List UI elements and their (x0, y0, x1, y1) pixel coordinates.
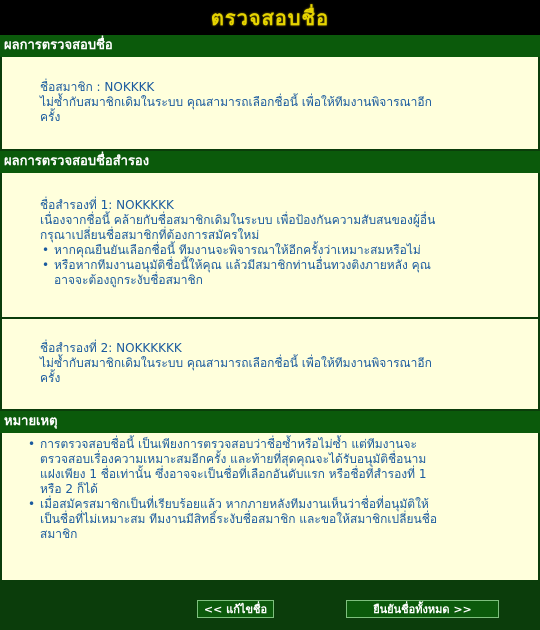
alt-name-1-bullet1: • หากคุณยืนยันเลือกชื่อนี้ ทีมงานจะพิจารณาให้อีกครั้งว่าเหมาะสมหรือไม่ (54, 243, 508, 258)
note-2 (40, 497, 510, 542)
alt-name-1-bullet2a: หรือหากทีมงานอนุมัติชื่อนี้ให้คุณ แล้วมีสมาชิกท่านอื่นทวงติงภายหลัง คุณ (54, 258, 431, 272)
note-1 (40, 437, 510, 497)
alt-name-2-panel (0, 319, 540, 409)
page-title: ตรวจสอบชื่อ (210, 5, 330, 30)
note-1b: ตรวจสอบเรื่องความเหมาะสมอีกครั้ง และท้ายที่สุดคุณจะได้รับอนุมัติชื่อนาม (40, 452, 427, 466)
section-heading-notes: หมายเหตุ (0, 411, 540, 433)
alt-name-1-bullet2b: อาจจะต้องถูกระงับชื่อสมาชิก (54, 273, 203, 287)
note-2a: เมื่อสมัครสมาชิกเป็นที่เรียบร้อยแล้ว หากภายหลังทีมงานเห็นว่าชื่อที่อนุมัติให้ (40, 497, 429, 511)
note-1c: แฝงเพียง 1 ชื่อเท่านั้น ซึ่งอาจจะเป็นชื่อที่เลือกอันดับแรก หรือชื่อที่สำรองที่ 1 (40, 467, 427, 481)
alt-name-1-title: ชื่อสำรองที่ 1: NOKKKKK (40, 198, 174, 212)
alt-name-1-line1: เนื่องจากชื่อนี้ คล้ายกับชื่อสมาชิกเดิมในระบบ เพื่อป้องกันความสับสนของผู้อื่น (40, 213, 436, 227)
note-1a: การตรวจสอบชื่อนี้ เป็นเพียงการตรวจสอบว่าชื่อซ้ำหรือไม่ซ้ำ แต่ทีมงานจะ (40, 437, 417, 451)
alt-name-1-panel (0, 173, 540, 317)
note-2c: สมาชิก (40, 527, 78, 541)
section-heading-alt-names: ผลการตรวจสอบชื่อสำรอง (0, 151, 540, 173)
alt-name-1-bullet2 (54, 258, 508, 288)
name-check-panel (0, 57, 540, 149)
member-name-status-cont: ครั้ง (40, 110, 61, 124)
note-2b: เป็นชื่อที่ไม่เหมาะสม ทีมงานมีสิทธิ์ระงับชื่อสมาชิก และขอให้สมาชิกเปลี่ยนชื่อ (40, 512, 438, 526)
alt-name-1-line2: กรุณาเปลี่ยนชื่อสมาชิกที่ต้องการสมัครใหม่ (40, 228, 260, 242)
notes-panel (0, 433, 540, 580)
section-heading-name-check: ผลการตรวจสอบชื่อ (0, 35, 540, 57)
alt-name-2-title: ชื่อสำรองที่ 2: NOKKKKKK (40, 341, 182, 355)
edit-name-button[interactable]: << แก้ไขชื่อ (197, 600, 274, 618)
confirm-all-names-button[interactable]: ยืนยันชื่อทั้งหมด >> (346, 600, 499, 618)
alt-name-2-line2: ครั้ง (40, 371, 61, 385)
title-bar (0, 0, 540, 35)
alt-name-2-line1: ไม่ซ้ำกับสมาชิกเดิมในระบบ คุณสามารถเลือกชื่อนี้ เพื่อให้ทีมงานพิจารณาอีก (40, 356, 432, 370)
member-name-status: ไม่ซ้ำกับสมาชิกเดิมในระบบ คุณสามารถเลือกชื่อนี้ เพื่อให้ทีมงานพิจารณาอีก (40, 95, 432, 109)
member-name: ชื่อสมาชิก : NOKKKK (40, 80, 155, 94)
note-1d: หรือ 2 ก็ได้ (40, 482, 98, 496)
